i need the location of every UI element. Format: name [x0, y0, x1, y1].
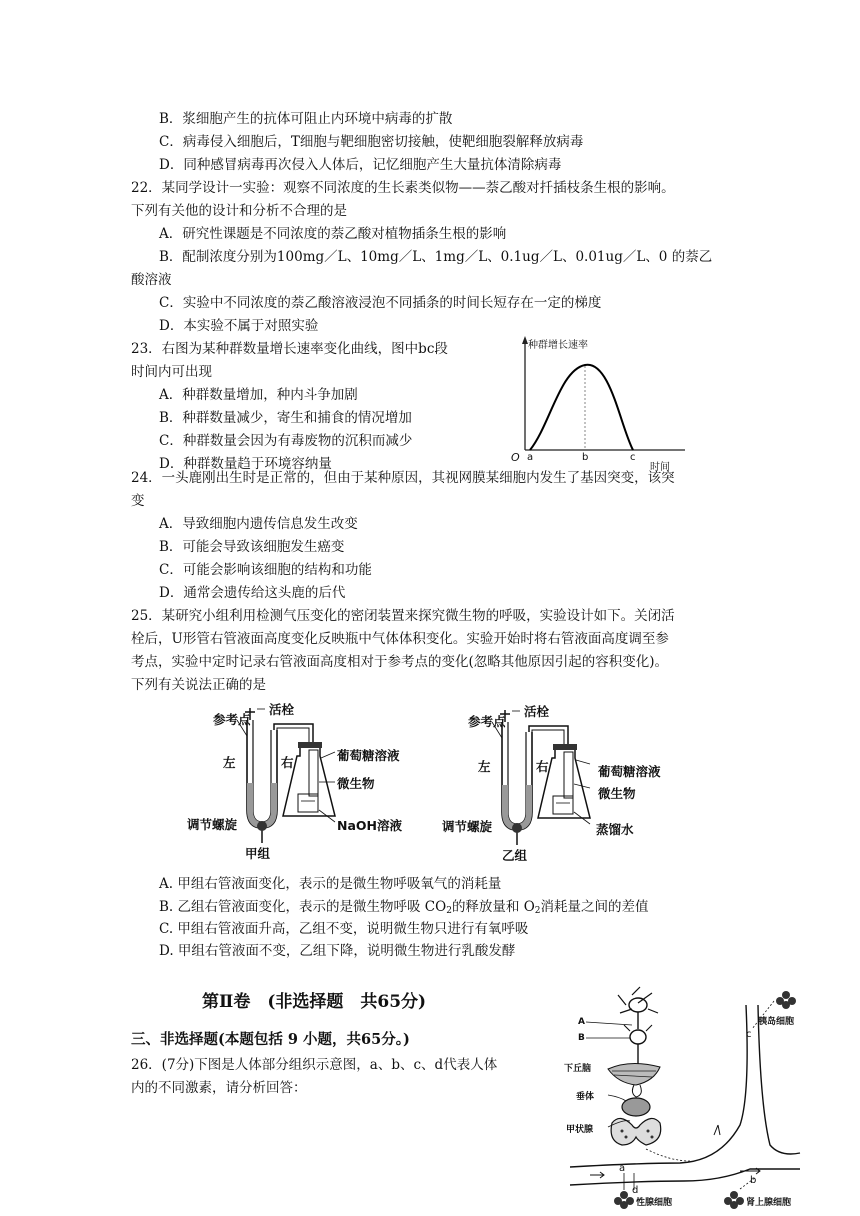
growth-rate-graph-svg — [505, 330, 695, 475]
hormone-b-label: b — [750, 1175, 757, 1186]
o2-subscript: 2 — [534, 906, 541, 916]
q25-option-c: C. 甲组右管液面升高，乙组不变，说明微生物只进行有氧呼吸 — [159, 921, 529, 937]
hormone-c-label: c — [746, 1029, 752, 1040]
graph-point-b: b — [582, 452, 589, 463]
q22-option-d: D．本实验不属于对照实验 — [159, 318, 319, 334]
q22-option-b-line1: B．配制浓度分别为100mg／L、10mg／L、1mg／L、0.1ug／L、0.01ug／L、0 的萘乙 — [159, 249, 713, 265]
gonad-cell-label: 性腺细胞 — [636, 1198, 673, 1208]
q23-stem-line2: 时间内可出现 — [131, 364, 212, 380]
q25-option-b-part1: B. 乙组右管液面变化，表示的是微生物呼吸 CO — [159, 899, 447, 915]
section3-heading: 三、非选择题(本题包括 9 小题，共65分。) — [131, 1031, 410, 1048]
yi-group-label: 乙组 — [502, 848, 528, 863]
q26-stem-line1: 26．(7分)下图是人体部分组织示意图，a、b、c、d代表人体 — [131, 1057, 498, 1073]
jia-left-label: 左 — [223, 755, 236, 770]
q25-stem-line4: 下列有关说法正确的是 — [131, 677, 266, 693]
yi-microbe-label: 微生物 — [598, 786, 636, 801]
q21-option-b: B．浆细胞产生的抗体可阻止内环境中病毒的扩散 — [159, 111, 453, 127]
jia-liquid-label: NaOH溶液 — [337, 818, 402, 833]
graph-origin-label: O — [511, 451, 520, 464]
q24-stem-line1: 24．一头鹿刚出生时是正常的，但由于某种原因，其视网膜某细胞内发生了基因突变，该突 — [131, 470, 675, 486]
q21-option-c: C．病毒侵入细胞后，T细胞与靶细胞密切接触，使靶细胞裂解释放病毒 — [159, 134, 584, 150]
yi-liquid-label: 蒸馏水 — [596, 822, 634, 837]
islet-cell-label: 胰岛细胞 — [758, 1017, 795, 1027]
graph-point-a: a — [527, 452, 534, 463]
q25-stem-line3: 考点，实验中定时记录右管液面高度相对于参考点的变化(忽略其他原因引起的容积变化)。 — [131, 654, 669, 670]
jia-ref-point-label: 参考点 — [213, 712, 251, 727]
q24-stem-line2: 变 — [131, 493, 145, 509]
q23-option-b: B．种群数量减少，寄生和捕食的情况增加 — [159, 410, 412, 426]
graph-y-label: 种群增长速率 — [528, 340, 588, 351]
q25-stem-line1: 25．某研究小组利用检测气压变化的密闭装置来探究微生物的呼吸，实验设计如下。关闭活 — [131, 608, 675, 624]
q25-option-a: A. 甲组右管液面变化，表示的是微生物呼吸氧气的消耗量 — [159, 876, 502, 892]
hypothalamus-label: 下丘脑 — [564, 1064, 592, 1074]
label-b-upper: B — [578, 1033, 585, 1043]
q22-option-b-line2: 酸溶液 — [131, 272, 172, 288]
q24-option-a: A．导致细胞内遗传信息发生改变 — [159, 516, 358, 532]
q25-option-b — [159, 898, 649, 920]
growth-curve — [530, 365, 633, 450]
q22-stem-line1: 22．某同学设计一实验：观察不同浓度的生长素类似物——萘乙酸对扦插枝条生根的影响。 — [131, 180, 675, 196]
tissue-diagram — [560, 985, 810, 1210]
yi-left-label: 左 — [478, 759, 491, 774]
jia-right-label: 右 — [281, 755, 294, 770]
q23-option-c: C．种群数量会因为有毒废物的沉积而减少 — [159, 433, 413, 449]
pituitary-label: 垂体 — [576, 1092, 595, 1102]
q23-option-d: D．种群数量趋于环境容纳量 — [159, 456, 332, 472]
q22-option-c: C．实验中不同浓度的萘乙酸溶液浸泡不同插条的时间长短存在一定的梯度 — [159, 295, 602, 311]
yi-valve-label: 活栓 — [524, 704, 550, 719]
apparatus-yi — [440, 700, 690, 868]
graph-x-label: 时间 — [650, 462, 670, 473]
q24-option-b: B．可能会导致该细胞发生癌变 — [159, 539, 345, 555]
adrenal-cell-label: 肾上腺细胞 — [746, 1198, 792, 1208]
q25-option-b-part2: 的释放量和 O — [451, 899, 535, 915]
yi-right-label: 右 — [536, 759, 549, 774]
q25-option-d: D. 甲组右管液面不变，乙组下降，说明微生物进行乳酸发酵 — [159, 943, 516, 959]
jia-valve-label: 活栓 — [269, 702, 295, 717]
jia-group-label: 甲组 — [245, 846, 271, 861]
q22-option-a: A．研究性课题是不同浓度的萘乙酸对植物插条生根的影响 — [159, 226, 507, 242]
q25-stem-line2: 栓后，U形管右管液面高度变化反映瓶中气体体积变化。实验开始时将右管液面高度调至参 — [131, 631, 669, 647]
graph-point-c: c — [630, 452, 636, 463]
q23-stem-line1: 23．右图为某种群数量增长速率变化曲线，图中bc段 — [131, 341, 448, 357]
q22-stem-line2: 下列有关他的设计和分析不合理的是 — [131, 203, 347, 219]
label-a-upper: A — [578, 1017, 585, 1027]
q24-option-c: C．可能会影响该细胞的结构和功能 — [159, 562, 372, 578]
yi-glucose-label: 葡萄糖溶液 — [598, 764, 661, 779]
thyroid-label: 甲状腺 — [566, 1125, 594, 1135]
part2-title: 第Ⅱ卷 (非选择题 共65分) — [202, 992, 427, 1012]
jia-glucose-label: 葡萄糖溶液 — [337, 748, 400, 763]
q24-option-d: D．通常会遗传给这头鹿的后代 — [159, 585, 346, 601]
q25-option-b-part3: 消耗量之间的差值 — [540, 899, 649, 915]
jia-microbe-label: 微生物 — [337, 776, 375, 791]
yi-ref-point-label: 参考点 — [468, 714, 506, 729]
yi-knob-label: 调节螺旋 — [442, 819, 493, 834]
q23-option-a: A．种群数量增加，种内斗争加剧 — [159, 387, 358, 403]
apparatus-jia — [185, 698, 435, 866]
q21-option-d: D．同种感冒病毒再次侵入人体后，记忆细胞产生大量抗体清除病毒 — [159, 157, 562, 173]
hormone-a-label: a — [619, 1163, 626, 1174]
jia-knob-label: 调节螺旋 — [187, 817, 238, 832]
growth-rate-graph — [505, 330, 695, 475]
hormone-d-label: d — [632, 1185, 639, 1196]
co2-subscript: 2 — [446, 906, 452, 916]
q26-stem-line2: 内的不同激素，请分析回答： — [131, 1080, 307, 1096]
